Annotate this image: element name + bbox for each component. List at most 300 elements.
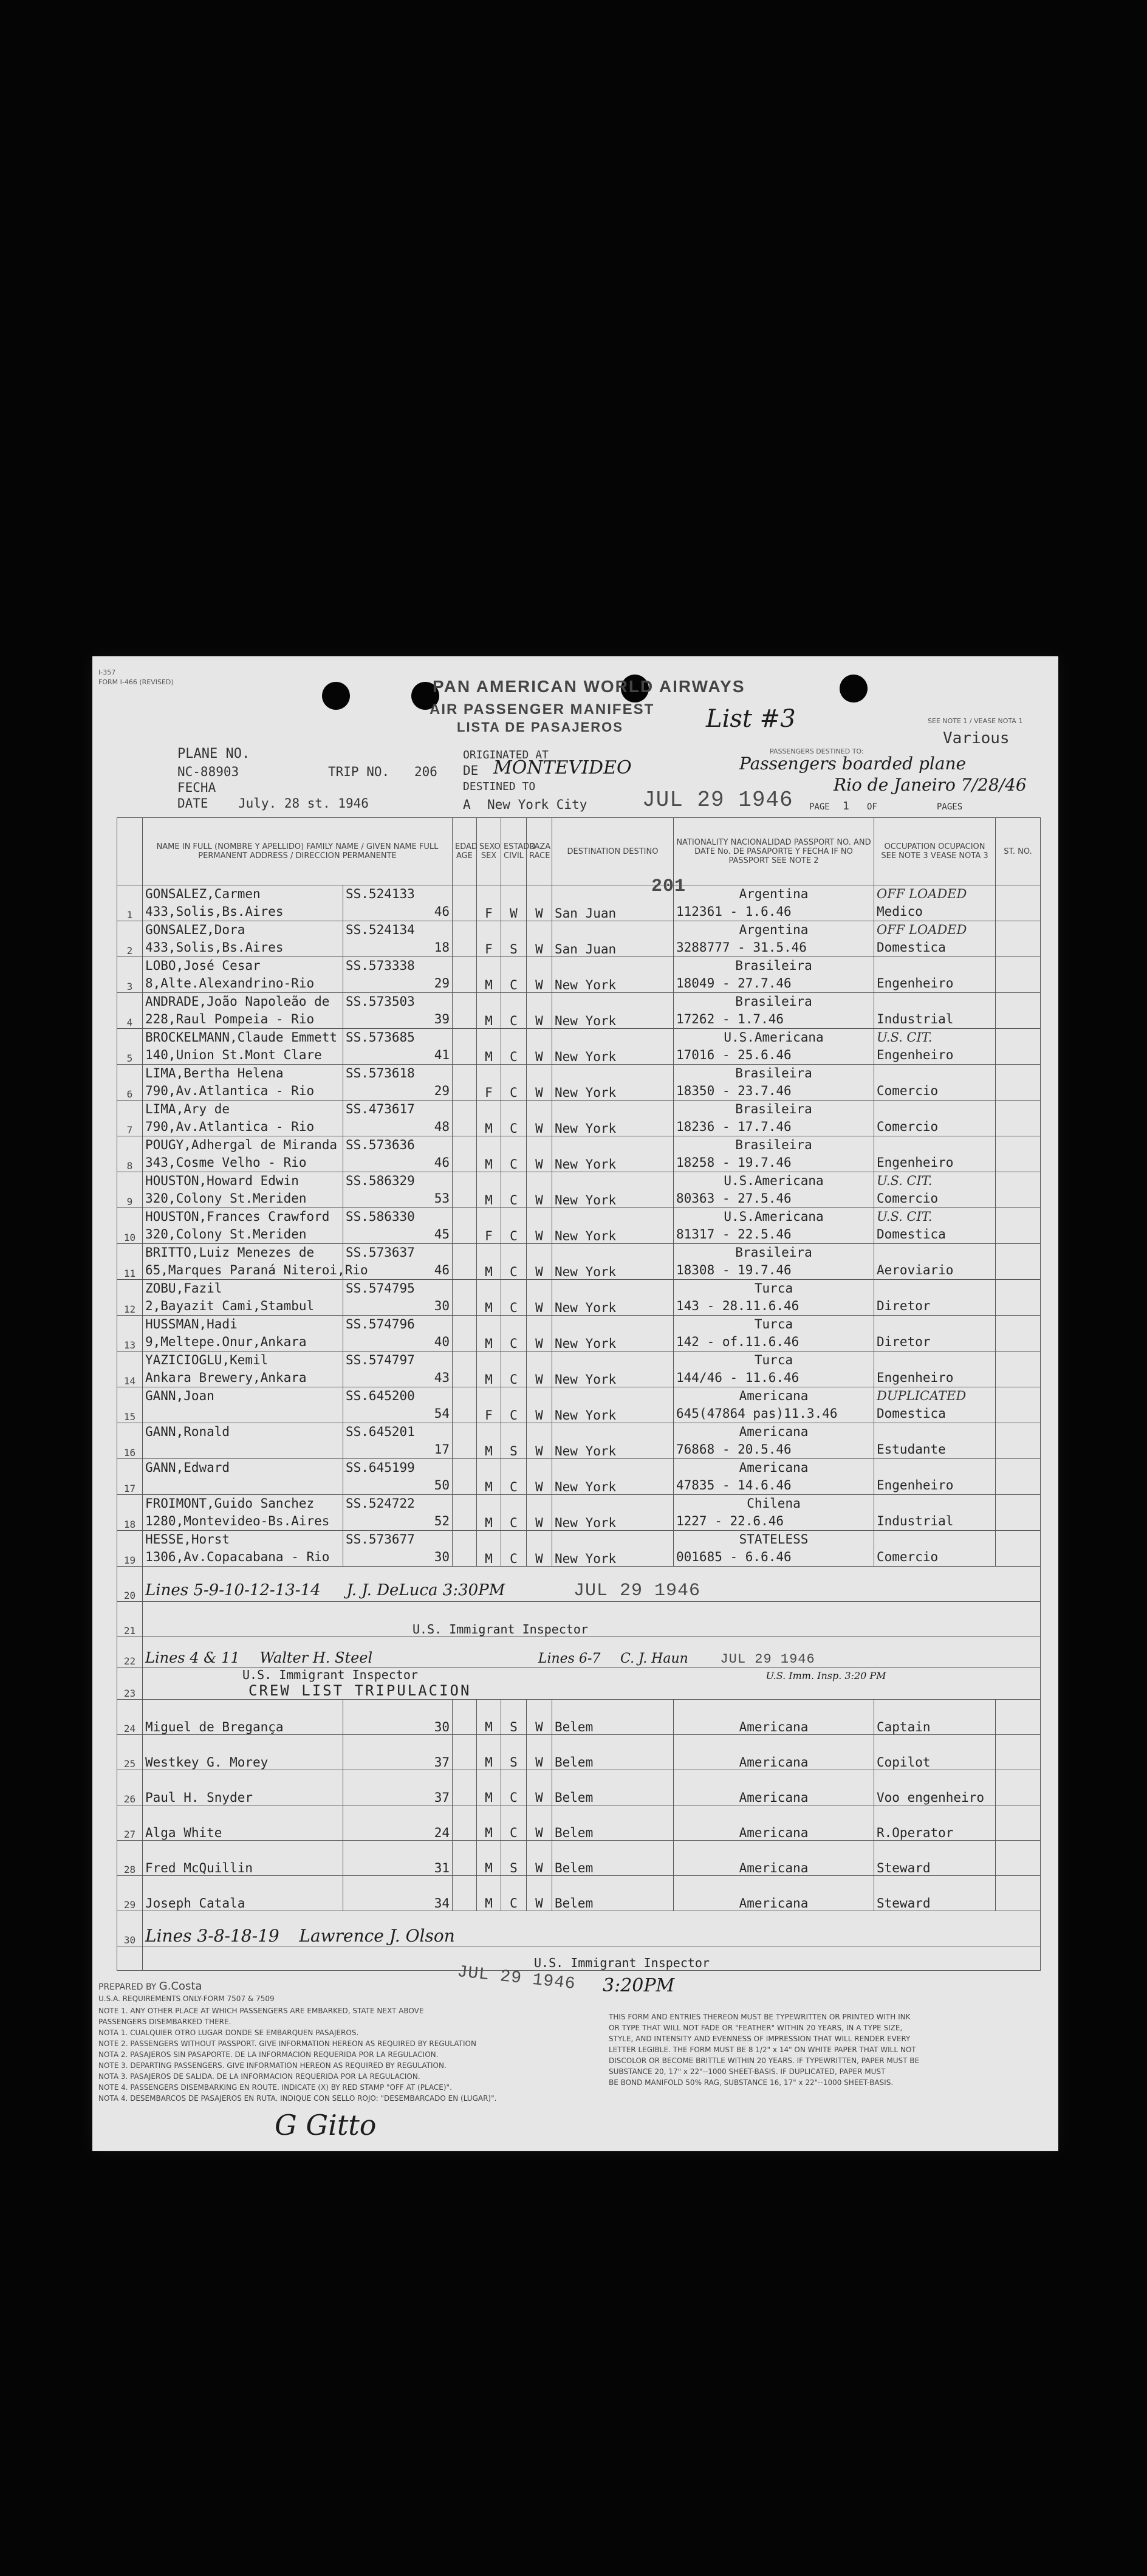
line30-signature: Lawrence J. Olson — [299, 1926, 455, 1946]
table-row — [117, 1316, 1041, 1352]
civil-cell: C — [501, 1065, 527, 1101]
ticket-number: SS.524722 — [346, 1496, 415, 1511]
occupation-cell — [874, 1208, 996, 1244]
st-cell — [996, 1208, 1041, 1244]
ticket-number: SS.586330 — [346, 1209, 415, 1224]
occupation-cell — [874, 1495, 996, 1531]
see-note-label: SEE NOTE 1 / VEASE NOTA 1 — [928, 717, 1023, 725]
table-row: 22 Lines 4 & 11 Walter H. Steel Lines 6-7 C. J. Haun JUL 29 1946 — [117, 1637, 1041, 1668]
nationality: Argentina — [739, 922, 809, 937]
nationality: STATELESS — [739, 1532, 809, 1547]
civil-cell: W — [501, 885, 527, 921]
passenger-address: 320,Colony St.Meriden — [145, 1227, 307, 1242]
row-number: 16 — [117, 1423, 143, 1459]
civil-cell: C — [501, 1280, 527, 1316]
crew-nationality: Americana — [674, 1841, 874, 1876]
row-note: U.S. CIT. — [877, 1030, 933, 1045]
form-title: AIR PASSENGER MANIFEST — [430, 701, 655, 718]
passenger-address: 433,Solis,Bs.Aires — [145, 904, 284, 919]
ticket-number: SS.586329 — [346, 1173, 415, 1188]
passport: 81317 - 22.5.46 — [676, 1227, 792, 1242]
sex-cell: F — [477, 1208, 501, 1244]
passenger-name: BROCKELMANN,Claude Emmett — [145, 1030, 338, 1045]
line30-inspector: U.S. Immigrant Inspector — [534, 1956, 710, 1970]
crew-destination: Belem — [552, 1876, 674, 1911]
pages-label: PAGES — [937, 802, 963, 812]
passenger-name-cell — [143, 1244, 368, 1280]
crew-race: W — [527, 1700, 552, 1735]
race-cell: W — [527, 957, 552, 993]
row-note — [877, 1459, 993, 1477]
nationality: Chilena — [747, 1496, 801, 1511]
nationality-cell — [674, 1531, 874, 1567]
crew-age: 37 — [343, 1770, 453, 1805]
passenger-address: 228,Raul Pompeia - Rio — [145, 1012, 315, 1026]
destination-cell: New York — [552, 1423, 674, 1459]
footer-note-line: THIS FORM AND ENTRIES THEREON MUST BE TYPEWRITTEN OR PRINTED WITH INK — [609, 2013, 911, 2021]
occupation-cell — [874, 1101, 996, 1136]
destination-cell: New York — [552, 1495, 674, 1531]
age-cell — [453, 1316, 477, 1352]
crew-destination: Belem — [552, 1841, 674, 1876]
nationality: Turca — [754, 1353, 793, 1367]
column-header-age: EDAD AGE — [453, 818, 477, 885]
civil-cell: C — [501, 1316, 527, 1352]
destination-cell: New York — [552, 1208, 674, 1244]
passenger-name: LIMA,Bertha Helena — [145, 1066, 284, 1080]
crew-civil: S — [501, 1700, 527, 1735]
passenger-age: 17 — [434, 1442, 450, 1457]
row-note: U.S. CIT. — [877, 1209, 933, 1224]
st-cell — [996, 885, 1041, 921]
occupation-cell — [874, 993, 996, 1029]
passengers-destined-label: PASSENGERS DESTINED TO: — [770, 747, 864, 755]
crew-name: Joseph Catala — [143, 1876, 343, 1911]
passport: 645(47864 pas)11.3.46 — [676, 1406, 838, 1421]
crew-civil: C — [501, 1770, 527, 1805]
row-note — [877, 1280, 993, 1297]
passenger-age: 29 — [434, 976, 450, 991]
footer-note-line: OR TYPE THAT WILL NOT FADE OR "FEATHER" WITHIN 20 YEARS, IN A TYPE SIZE, — [609, 2024, 903, 2032]
table-row — [117, 1946, 1041, 1971]
sex-cell: M — [477, 1531, 501, 1567]
race-cell: W — [527, 1352, 552, 1387]
occupation-cell — [874, 1172, 996, 1208]
st-cell — [996, 1065, 1041, 1101]
occupation: Industrial — [877, 1012, 954, 1026]
closing-time: 3:20PM — [603, 1975, 675, 1996]
crew-name: Alga White — [143, 1805, 343, 1841]
column-header-sex: SEXO SEX — [477, 818, 501, 885]
passenger-age: 50 — [434, 1478, 450, 1492]
occupation-cell — [874, 1280, 996, 1316]
nationality-cell — [674, 1244, 874, 1280]
punch-hole — [840, 675, 868, 702]
crew-nationality: Americana — [674, 1805, 874, 1841]
table-row — [117, 1495, 1041, 1531]
ticket-number: SS.524134 — [346, 922, 415, 937]
age-cell — [453, 1700, 477, 1735]
race-cell: W — [527, 1459, 552, 1495]
age-cell — [453, 921, 477, 957]
civil-cell: C — [501, 957, 527, 993]
row-note — [877, 1316, 993, 1333]
signature: G Gitto — [275, 2109, 377, 2142]
occupation: Engenheiro — [877, 1048, 954, 1062]
sex-cell: M — [477, 1101, 501, 1136]
destination-cell: San Juan — [552, 921, 674, 957]
sex-cell: M — [477, 1459, 501, 1495]
column-header-nationality: NATIONALITY NACIONALIDAD PASSPORT NO. AND DATE No. DE PASAPORTE Y FECHA IF NO PASSPORT SEE NOTE 2 — [674, 818, 874, 885]
row-note — [877, 1352, 993, 1369]
table-row — [117, 885, 1041, 921]
passenger-name: POUGY,Adhergal de Miranda — [145, 1138, 338, 1152]
nationality: Turca — [754, 1317, 793, 1331]
hand-note-2: Rio de Janeiro 7/28/46 — [834, 775, 1027, 795]
occupation-cell — [874, 885, 996, 921]
plane-no-label: PLANE NO. — [177, 746, 250, 761]
age-cell — [453, 957, 477, 993]
row-number: 29 — [117, 1876, 143, 1911]
crew-race: W — [527, 1735, 552, 1770]
passenger-name: LIMA,Ary de — [145, 1102, 230, 1116]
line21-lines: Lines 6-7 — [538, 1651, 601, 1666]
origin: MONTEVIDEO — [493, 757, 632, 778]
table-row — [117, 1423, 1041, 1459]
destination-cell: New York — [552, 1316, 674, 1352]
row-number: 5 — [117, 1029, 143, 1065]
st-cell — [996, 1531, 1041, 1567]
crew-destination: Belem — [552, 1770, 674, 1805]
list-number: List #3 — [706, 705, 796, 733]
table-row — [117, 1136, 1041, 1172]
sex-cell: M — [477, 1495, 501, 1531]
occupation-cell — [874, 1029, 996, 1065]
ticket-number: SS.573685 — [346, 1030, 415, 1045]
passenger-name: HOUSTON,Howard Edwin — [145, 1173, 299, 1188]
footer-note-line: NOTE 3. DEPARTING PASSENGERS. GIVE INFORMATION HEREON AS REQUIRED BY REGULATION. — [98, 2061, 447, 2070]
passenger-age: 18 — [434, 940, 450, 955]
nationality-cell — [674, 1172, 874, 1208]
occupation-cell — [874, 1531, 996, 1567]
a-label: A — [463, 797, 471, 812]
passport: 1227 - 22.6.46 — [676, 1514, 784, 1528]
row-number: 3 — [117, 957, 143, 993]
row-number: 14 — [117, 1352, 143, 1387]
ticket-number: SS.573338 — [346, 958, 415, 973]
st-cell — [996, 921, 1041, 957]
passenger-name-cell — [143, 921, 343, 957]
age-cell — [453, 1172, 477, 1208]
ticket-number: SS.573677 — [346, 1532, 415, 1547]
destination-cell: New York — [552, 1244, 674, 1280]
destination-cell: New York — [552, 1136, 674, 1172]
passenger-address: 140,Union St.Mont Clare — [145, 1048, 322, 1062]
crew-civil: C — [501, 1805, 527, 1841]
race-cell: W — [527, 921, 552, 957]
ticket-number: SS.473617 — [346, 1102, 415, 1116]
ticket-cell — [343, 1495, 453, 1531]
crew-sex: M — [477, 1841, 501, 1876]
row-number: 18 — [117, 1495, 143, 1531]
date-stamp-top: JUL 29 1946 — [642, 788, 793, 812]
crew-age: 31 — [343, 1841, 453, 1876]
occupation: Diretor — [877, 1299, 931, 1313]
table-row: 20 Lines 5-9-10-12-13-14 J. J. DeLuca 3:30PM JUL 29 1946 — [117, 1567, 1041, 1602]
ticket-number: SS.573503 — [346, 994, 415, 1009]
ticket-cell — [343, 1280, 453, 1316]
passenger-name: BRITTO,Luiz Menezes de — [145, 1245, 315, 1260]
nationality: Brasileira — [735, 1102, 812, 1116]
crew-civil: S — [501, 1841, 527, 1876]
age-cell — [453, 1876, 477, 1911]
age-cell — [453, 1029, 477, 1065]
passport: 18236 - 17.7.46 — [676, 1119, 792, 1134]
line21-inspector: U.S. Immigrant Inspector — [242, 1668, 418, 1682]
row-number: 25 — [117, 1735, 143, 1770]
occupation: Industrial — [877, 1514, 954, 1528]
nationality-cell — [674, 1459, 874, 1495]
table-row — [117, 1735, 1041, 1770]
passenger-name-cell — [143, 1495, 343, 1531]
footer-note-line: LETTER LEGIBLE. THE FORM MUST BE 8 1/2" x 14" ON WHITE PAPER THAT WILL NOT — [609, 2045, 916, 2054]
trip-label: TRIP NO. — [328, 764, 390, 779]
table-row — [117, 993, 1041, 1029]
ticket-number: SS.574797 — [346, 1353, 415, 1367]
table-row — [117, 1841, 1041, 1876]
age-cell — [453, 1136, 477, 1172]
table-row — [117, 957, 1041, 993]
race-cell: W — [527, 885, 552, 921]
row-note — [877, 1244, 993, 1262]
passenger-name: GONSALEZ,Carmen — [145, 887, 261, 901]
footer-note-line: NOTA 4. DESEMBARCOS DE PASAJEROS EN RUTA. INDIQUE CON SELLO ROJO: "DESEMBARCADO EN (LUGAR)". — [98, 2094, 497, 2103]
table-row — [117, 921, 1041, 957]
occupation: Engenheiro — [877, 1478, 954, 1492]
passenger-name-cell — [143, 1172, 343, 1208]
passenger-age: 41 — [434, 1048, 450, 1062]
passenger-name: ZOBU,Fazil — [145, 1281, 222, 1296]
row-number: 12 — [117, 1280, 143, 1316]
st-cell — [996, 1387, 1041, 1423]
column-header-st: ST. NO. — [996, 818, 1041, 885]
crew-occupation: Steward — [874, 1841, 996, 1876]
crew-nationality: Americana — [674, 1770, 874, 1805]
age-cell — [453, 1770, 477, 1805]
row-number: 28 — [117, 1841, 143, 1876]
footer-notes-left — [98, 2005, 597, 2104]
passenger-name-cell — [143, 1387, 343, 1423]
crew-name: Westkey G. Morey — [143, 1735, 343, 1770]
plane-no-prefix: NC-88903 — [177, 764, 239, 779]
nationality-cell — [674, 1208, 874, 1244]
airline-name: PAN AMERICAN WORLD AIRWAYS — [433, 677, 745, 696]
occupation-cell — [874, 1316, 996, 1352]
row-number: 13 — [117, 1316, 143, 1352]
race-cell: W — [527, 1136, 552, 1172]
passenger-age: 46 — [434, 1155, 450, 1170]
passport: 143 - 28.11.6.46 — [676, 1299, 799, 1313]
passenger-address: 790,Av.Atlantica - Rio — [145, 1119, 315, 1134]
crew-age: 30 — [343, 1700, 453, 1735]
occupation: Comercio — [877, 1550, 939, 1564]
age-cell — [453, 1387, 477, 1423]
st-cell — [996, 1770, 1041, 1805]
nationality: Americana — [739, 1389, 809, 1403]
footer-note-line: NOTA 2. PASAJEROS SIN PASAPORTE. DE LA INFORMACION REQUERIDA POR LA REGULACION. — [98, 2050, 439, 2059]
passport: 18258 - 19.7.46 — [676, 1155, 792, 1170]
trip-no: 206 — [414, 764, 437, 779]
passenger-age: 30 — [434, 1299, 450, 1313]
passenger-name: GONSALEZ,Dora — [145, 922, 245, 937]
age-cell — [453, 1805, 477, 1841]
civil-cell: C — [501, 993, 527, 1029]
row-note — [877, 1136, 993, 1154]
st-cell — [996, 1316, 1041, 1352]
occupation-cell — [874, 1136, 996, 1172]
nationality: U.S.Americana — [724, 1173, 824, 1188]
st-cell — [996, 1172, 1041, 1208]
sex-cell: M — [477, 1423, 501, 1459]
occupation-cell — [874, 957, 996, 993]
st-cell — [996, 1735, 1041, 1770]
civil-cell: C — [501, 1531, 527, 1567]
ticket-number: SS.573636 — [346, 1138, 415, 1152]
line20-signature: J. J. DeLuca 3:30PM — [346, 1581, 505, 1599]
passenger-name: FROIMONT,Guido Sanchez — [145, 1496, 315, 1511]
age-cell — [453, 1244, 477, 1280]
column-header-destination: DESTINATION DESTINO — [552, 818, 674, 885]
footer-note-line: STYLE, AND INTENSITY AND EVENNESS OF IMPRESSION THAT WILL RENDER EVERY — [609, 2035, 911, 2043]
race-cell: W — [527, 1495, 552, 1531]
crew-nationality: Americana — [674, 1876, 874, 1911]
nationality-cell — [674, 993, 874, 1029]
ticket-number: SS.573637 — [346, 1245, 415, 1260]
age-cell — [453, 1459, 477, 1495]
age-cell — [453, 885, 477, 921]
crew-occupation: Steward — [874, 1876, 996, 1911]
crew-race: W — [527, 1841, 552, 1876]
passport: 142 - of.11.6.46 — [676, 1334, 799, 1349]
column-header-occupation: OCCUPATION OCUPACION SEE NOTE 3 VEASE NOTA 3 — [874, 818, 996, 885]
row-number: 4 — [117, 993, 143, 1029]
nationality-cell — [674, 1029, 874, 1065]
sex-cell: M — [477, 1172, 501, 1208]
nationality: Turca — [754, 1281, 793, 1296]
passport: 18049 - 27.7.46 — [676, 976, 792, 991]
st-cell — [996, 1459, 1041, 1495]
footer-note-line: NOTE 2. PASSENGERS WITHOUT PASSPORT. GIVE INFORMATION HEREON AS REQUIRED BY REGULATION — [98, 2039, 476, 2048]
destination-cell: New York — [552, 957, 674, 993]
passport: 112361 - 1.6.46 — [676, 904, 792, 919]
passenger-name-cell — [143, 1352, 343, 1387]
race-cell: W — [527, 1172, 552, 1208]
occupation: Comercio — [877, 1119, 939, 1134]
requirements: U.S.A. REQUIREMENTS ONLY-FORM 7507 & 7509 — [98, 1994, 275, 2003]
nationality: Argentina — [739, 887, 809, 901]
civil-cell: C — [501, 1101, 527, 1136]
occupation: Aeroviario — [877, 1263, 954, 1277]
crew-occupation: Captain — [874, 1700, 996, 1735]
destination-cell: New York — [552, 1459, 674, 1495]
sex-cell: M — [477, 1136, 501, 1172]
table-row: 21 U.S. Immigrant Inspector — [117, 1602, 1041, 1637]
sex-cell: M — [477, 1244, 501, 1280]
race-cell: W — [527, 993, 552, 1029]
ticket-cell — [343, 1316, 453, 1352]
destination-cell: San Juan — [552, 885, 674, 921]
row-number: 6 — [117, 1065, 143, 1101]
passenger-address — [145, 1405, 340, 1423]
ticket-number: SS.645200 — [346, 1389, 415, 1403]
nationality-cell — [674, 957, 874, 993]
page-label: PAGE — [809, 802, 830, 812]
sex-cell: M — [477, 993, 501, 1029]
ticket-cell — [343, 1387, 453, 1423]
destination-cell: New York — [552, 993, 674, 1029]
age-cell — [453, 1065, 477, 1101]
civil-cell: C — [501, 1208, 527, 1244]
crew-name: Miguel de Bregança — [143, 1700, 343, 1735]
ticket-cell — [343, 885, 453, 921]
inspection-rows — [117, 1567, 1041, 1700]
fecha-label: FECHA — [177, 780, 216, 795]
table-row — [117, 1459, 1041, 1495]
passenger-age: 39 — [434, 1012, 450, 1026]
ticket-number: SS.574795 — [346, 1281, 415, 1296]
crew-list-title: CREW LIST TRIPULACION — [248, 1682, 471, 1699]
sex-cell: M — [477, 1280, 501, 1316]
age-cell — [453, 993, 477, 1029]
crew-sex: M — [477, 1805, 501, 1841]
passenger-age: 29 — [434, 1084, 450, 1098]
destination-cell: New York — [552, 1065, 674, 1101]
passenger-address: 343,Cosme Velho - Rio — [145, 1155, 307, 1170]
st-cell — [996, 1841, 1041, 1876]
crew-age: 34 — [343, 1876, 453, 1911]
row-note — [877, 1531, 993, 1548]
crew-nationality: Americana — [674, 1700, 874, 1735]
occupation: Estudante — [877, 1442, 946, 1457]
row-number: 24 — [117, 1700, 143, 1735]
destination: New York City — [487, 797, 587, 812]
originated-label: ORIGINATED AT — [463, 749, 549, 761]
passenger-address: 8,Alte.Alexandrino-Rio — [145, 976, 315, 991]
row-number: 1 — [117, 885, 143, 921]
nationality: Brasileira — [735, 1245, 812, 1260]
passenger-name-cell — [143, 957, 343, 993]
passport: 17262 - 1.7.46 — [676, 1012, 784, 1026]
crew-race: W — [527, 1805, 552, 1841]
column-header — [117, 818, 143, 885]
sex-cell: M — [477, 1029, 501, 1065]
occupation-cell — [874, 1459, 996, 1495]
passenger-age: 46 — [434, 1263, 450, 1277]
destination-cell: New York — [552, 1352, 674, 1387]
destined-label: DESTINED TO — [463, 780, 536, 793]
passenger-address: 790,Av.Atlantica - Rio — [145, 1084, 315, 1098]
passenger-age: 30 — [434, 1550, 450, 1564]
ticket-number: SS.574796 — [346, 1317, 415, 1331]
crew-destination: Belem — [552, 1805, 674, 1841]
ticket-cell — [343, 1352, 453, 1387]
row-note: OFF LOADED — [877, 887, 967, 901]
crew-nationality: Americana — [674, 1735, 874, 1770]
prepared-by: PREPARED BY G.Costa — [98, 1980, 202, 1993]
row-number: 10 — [117, 1208, 143, 1244]
nationality: Brasileira — [735, 1066, 812, 1080]
ticket-cell — [343, 957, 453, 993]
